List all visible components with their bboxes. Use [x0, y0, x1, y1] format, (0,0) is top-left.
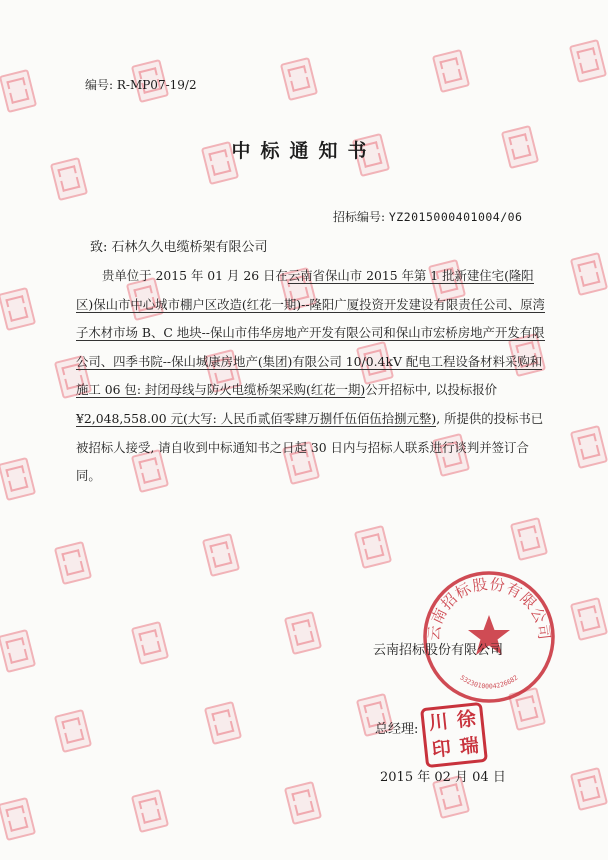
company-seal-icon [419, 567, 559, 707]
body-intro: 贵单位于 2015 年 01 月 26 日在 [102, 268, 288, 283]
body-middle: 公开招标中, 以投标报价 [365, 382, 498, 398]
stamp-char: 川 [427, 710, 450, 735]
stamp-char: 徐 [455, 707, 478, 732]
watermark-logo-icon [432, 49, 470, 93]
watermark-logo-icon [0, 797, 36, 841]
watermark-logo-icon [204, 701, 242, 745]
svg-text:5323010004226682: 5323010004226682 [458, 673, 520, 691]
watermark-logo-icon [570, 425, 608, 469]
document-number: 编号: R-MP07-19/2 [85, 78, 197, 92]
watermark-logo-icon [131, 789, 169, 833]
svg-text:云南招标股份有限公司: 云南招标股份有限公司 [424, 574, 554, 642]
issuing-company: 云南招标股份有限公司 [373, 643, 504, 658]
bid-price: ¥2,048,558.00 元 [76, 410, 183, 426]
watermark-logo-icon [570, 767, 608, 811]
watermark-logo-icon [54, 541, 92, 585]
body-closing: , 所提供的投标书已被招标人接受, 请自收到中标通知书之日起 30 日内与招标人联系进行谈判并签订合同。 [76, 410, 544, 484]
watermark-logo-icon [280, 57, 318, 101]
watermark-logo-icon [0, 457, 36, 501]
tender-number [333, 208, 522, 225]
watermark-logo-icon [0, 69, 37, 113]
signature-stamp-icon [420, 702, 488, 768]
watermark-logo-icon [570, 597, 608, 641]
watermark-logo-icon [284, 781, 322, 825]
addressee: 致: 石林久久电缆桥架有限公司 [90, 240, 268, 255]
watermark-logo-icon [569, 39, 607, 83]
watermark-logo-icon [50, 157, 88, 201]
tender-number-code: YZ2015000401004/06 [388, 210, 523, 224]
notification-body [76, 262, 546, 491]
watermark-logo-icon [284, 611, 322, 655]
general-manager-label: 总经理: [375, 722, 419, 737]
project-name: 云南省保山市 2015 年第 1 批新建住宅(隆阳区)保山市中心城市棚户区改造(红花一期)--隆阳广厦投资开发建设有限责任公司、原湾子木材市场 B、C 地块--保山市伟华房地产开发有限公司和保山市宏桥房地产开发有限公司、四季书院--保山城康房地产(集团)有限公司 10/0.4kV 配电工程设备材料采购和施工 06 包: 封闭母线与防火电缆桥架采购(红花一期) [76, 268, 545, 398]
watermark-logo-icon [510, 517, 548, 561]
bid-price-words: (大写: 人民币贰佰零肆万捌仟伍佰伍拾捌元整) [182, 410, 437, 426]
document-title: 中标通知书 [231, 140, 377, 162]
watermark-logo-icon [202, 533, 240, 577]
watermark-logo-icon [54, 709, 92, 753]
issue-date: 2015 年 02 月 04 日 [380, 770, 506, 785]
watermark-logo-icon [0, 287, 36, 331]
watermark-logo-icon [0, 629, 36, 673]
stamp-char: 瑞 [458, 734, 480, 759]
stamp-char: 印 [430, 737, 453, 762]
tender-number-label: 招标编号: [333, 210, 389, 224]
watermark-logo-icon [131, 621, 169, 665]
watermark-logo-icon [570, 252, 608, 296]
watermark-logo-icon [354, 525, 392, 569]
